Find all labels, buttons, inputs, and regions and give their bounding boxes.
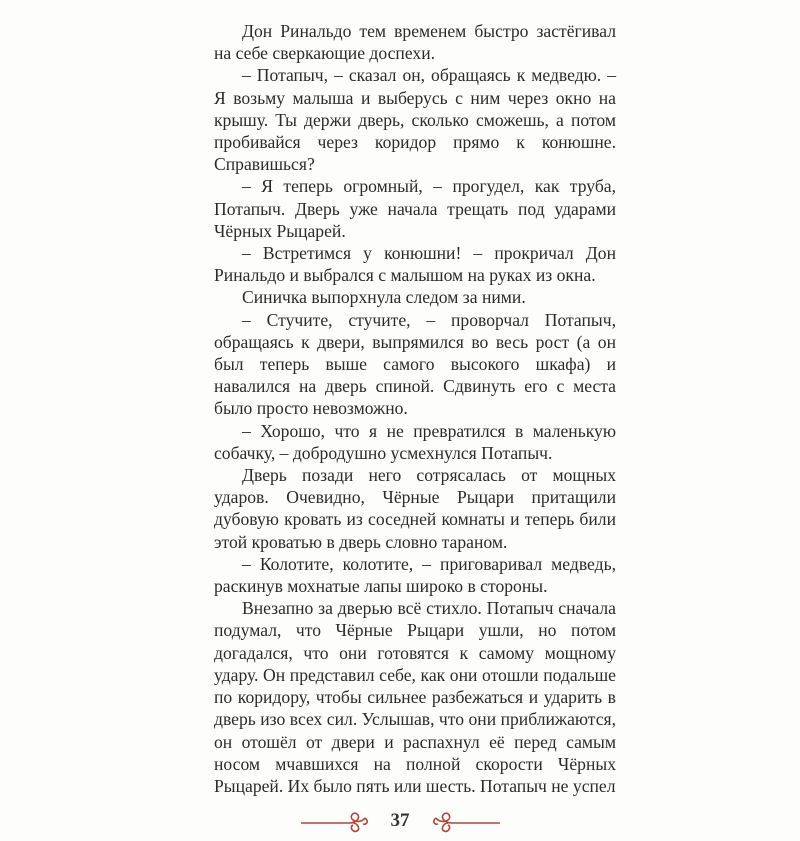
right-ornament-icon [420,809,500,833]
paragraph: Внезапно за дверью всё стихло. Потапыч сначала подумал, что Чёрные Рыцари ушли, но потом догадался, что они готовятся к самому мощному удару. Он представил себе, как они отошли подальше по коридору, чтобы сильнее разбежаться и ударить в дверь изо всех сил. Услышав, что они приближаются, он отошёл от двери и распахнул её перед самым носом мчавшихся на полной скорости Чёрных Рыцарей. Их было пять или шесть. Потапыч не успел [214,598,616,796]
paragraph: Синичка выпорхнула следом за ними. [242,287,526,308]
page-footer [0,809,800,833]
paragraph: Дон Ринальдо тем временем быстро застёгивал на себе сверкающие доспехи. [214,21,616,64]
page-number: 37 [390,810,410,832]
paragraph: – Потапыч, – сказал он, обращаясь к медведю. – Я возьму малыша и выберусь с ним через окно на крышу. Ты держи дверь, сколько сможешь, а потом пробивайся через коридор прямо к конюшне. Справишься? [214,65,616,175]
paragraph: – Я теперь огромный, – прогудел, как труба, Потапыч. Дверь уже начала трещать под ударами Чёрных Рыцарей. [214,176,616,241]
paragraph: – Хорошо, что я не превратился в маленькую собачку, – добродушно усмехнулся Потапыч. [214,420,616,463]
paragraph: – Стучите, стучите, – проворчал Потапыч, обращаясь к двери, выпрямился во весь рост (а он был теперь выше самого высокого шкафа) и навалился на дверь спиной. Сдвинуть его с места было просто невозможно. [214,309,616,419]
left-ornament-icon [301,809,381,833]
paragraph: – Встретимся у конюшни! – прокричал Дон Ринальдо и выбрался с малышом на руках из окна. [214,243,616,286]
paragraph: – Колотите, колотите, – приговаривал медведь, раскинув мохнатые лапы широко в стороны. [214,553,616,597]
page-body [214,20,616,797]
paragraph: Дверь позади него сотрясалась от мощных ударов. Очевидно, Чёрные Рыцари притащили дубовую кровать из соседней комнаты и теперь били этой кроватью в дверь словно тараном. [214,465,616,552]
